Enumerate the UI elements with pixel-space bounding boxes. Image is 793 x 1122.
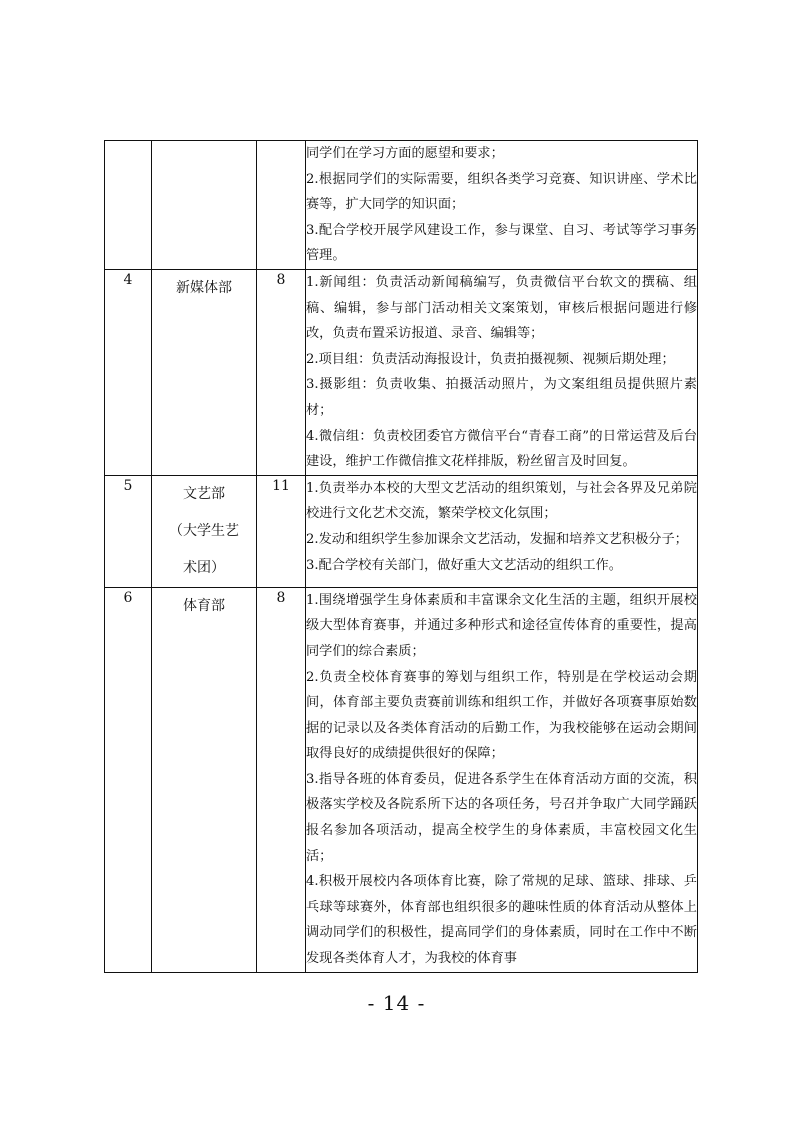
member-count-cell: 8 — [257, 587, 306, 972]
duty-item: 3.摄影组：负责收集、拍摄活动照片，为文案组组员提供照片素材； — [306, 377, 697, 418]
duty-item: 1.负责举办本校的大型文艺活动的组织策划，与社会各界及兄弟院校进行文化艺术交流，繁荣学校文化氛围； — [306, 480, 697, 522]
duty-item: 2.根据同学们的实际需要，组织各类学习竞赛、知识讲座、学术比赛等，扩大同学的知识面； — [306, 171, 697, 213]
duty-item: 1.围绕增强学生身体素质和丰富课余文化生活的主题，组织开展校级大型体育赛事，并通过多种形式和途径宣传体育的重要性，提高同学们的综合素质； — [306, 592, 697, 659]
duty-item: 3.配合学校开展学风建设工作，参与课堂、自习、考试等学习事务管理。 — [306, 222, 697, 264]
row-number-cell: 6 — [105, 587, 152, 972]
department-name-line: 体育部 — [183, 597, 225, 614]
duty-item: 3.指导各班的体育委员，促进各系学生在体育活动方面的交流，积极落实学校及各院系所下达的各项任务，号召并争取广大同学踊跃报名参加各项活动，提高全校学生的身体素质，丰富校园文化生活； — [306, 771, 697, 864]
duties-cell — [306, 141, 698, 270]
duty-item: 2.发动和组织学生参加课余文艺活动，发掘和培养文艺积极分子； — [306, 531, 688, 547]
duties-cell — [306, 475, 698, 587]
department-name-line: （大学生艺 — [169, 522, 239, 539]
row-number-cell — [105, 141, 152, 270]
row-number-cell: 5 — [105, 475, 152, 587]
table-body — [105, 141, 698, 973]
row-number-cell: 4 — [105, 269, 152, 475]
department-name-cell — [152, 587, 257, 972]
duty-item: 同学们在学习方面的愿望和要求； — [306, 146, 504, 161]
duties-cell — [306, 587, 698, 972]
page-number: - 14 - — [367, 991, 426, 1015]
table-row — [105, 269, 698, 475]
department-name-cell — [152, 269, 257, 475]
duty-item: 1.新闻组：负责活动新闻稿编写，负责微信平台软文的撰稿、组稿、编辑，参与部门活动相关文案策划，审核后根据问题进行修改，负责布置采访报道、录音、编辑等； — [306, 274, 697, 342]
department-name-line: 文艺部 — [183, 485, 225, 502]
duty-item: 4.积极开展校内各项体育比赛，除了常规的足球、篮球、排球、乒乓球等球赛外，体育部也组织很多的趣味性质的体育活动从整体上调动同学们的积极性，提高同学们的身体素质，同时在工作中不断发现各类体育人才，为我校的体育事 — [306, 874, 697, 967]
duty-item: 2.项目组：负责活动海报设计，负责拍摄视频、视频后期处理； — [306, 351, 675, 367]
duty-item: 4.微信组：负责校团委官方微信平台“青春工商”的日常运营及后台建设，维护工作微信推文花样排版，粉丝留言及时回复。 — [306, 428, 697, 470]
member-count-cell: 8 — [257, 269, 306, 475]
duties-cell — [306, 269, 698, 475]
department-name-line: 术团） — [183, 559, 225, 576]
department-name-cell — [152, 141, 257, 270]
member-count-cell: 11 — [257, 475, 306, 587]
table-row — [105, 141, 698, 270]
duty-item: 2.负责全校体育赛事的筹划与组织工作，特别是在学校运动会期间，体育部主要负责赛前训练和组织工作，并做好各项赛事原始数据的记录以及各类体育活动的后勤工作，为我校能够在运动会期间取得良好的成绩提供很好的保障； — [306, 669, 697, 762]
table-row — [105, 587, 698, 972]
duty-item: 3.配合学校有关部门，做好重大文艺活动的组织工作。 — [306, 557, 622, 573]
member-count-cell — [257, 141, 306, 270]
department-name-cell — [152, 475, 257, 587]
department-name-line: 新媒体部 — [176, 279, 232, 296]
table-row — [105, 475, 698, 587]
department-table — [104, 140, 698, 973]
